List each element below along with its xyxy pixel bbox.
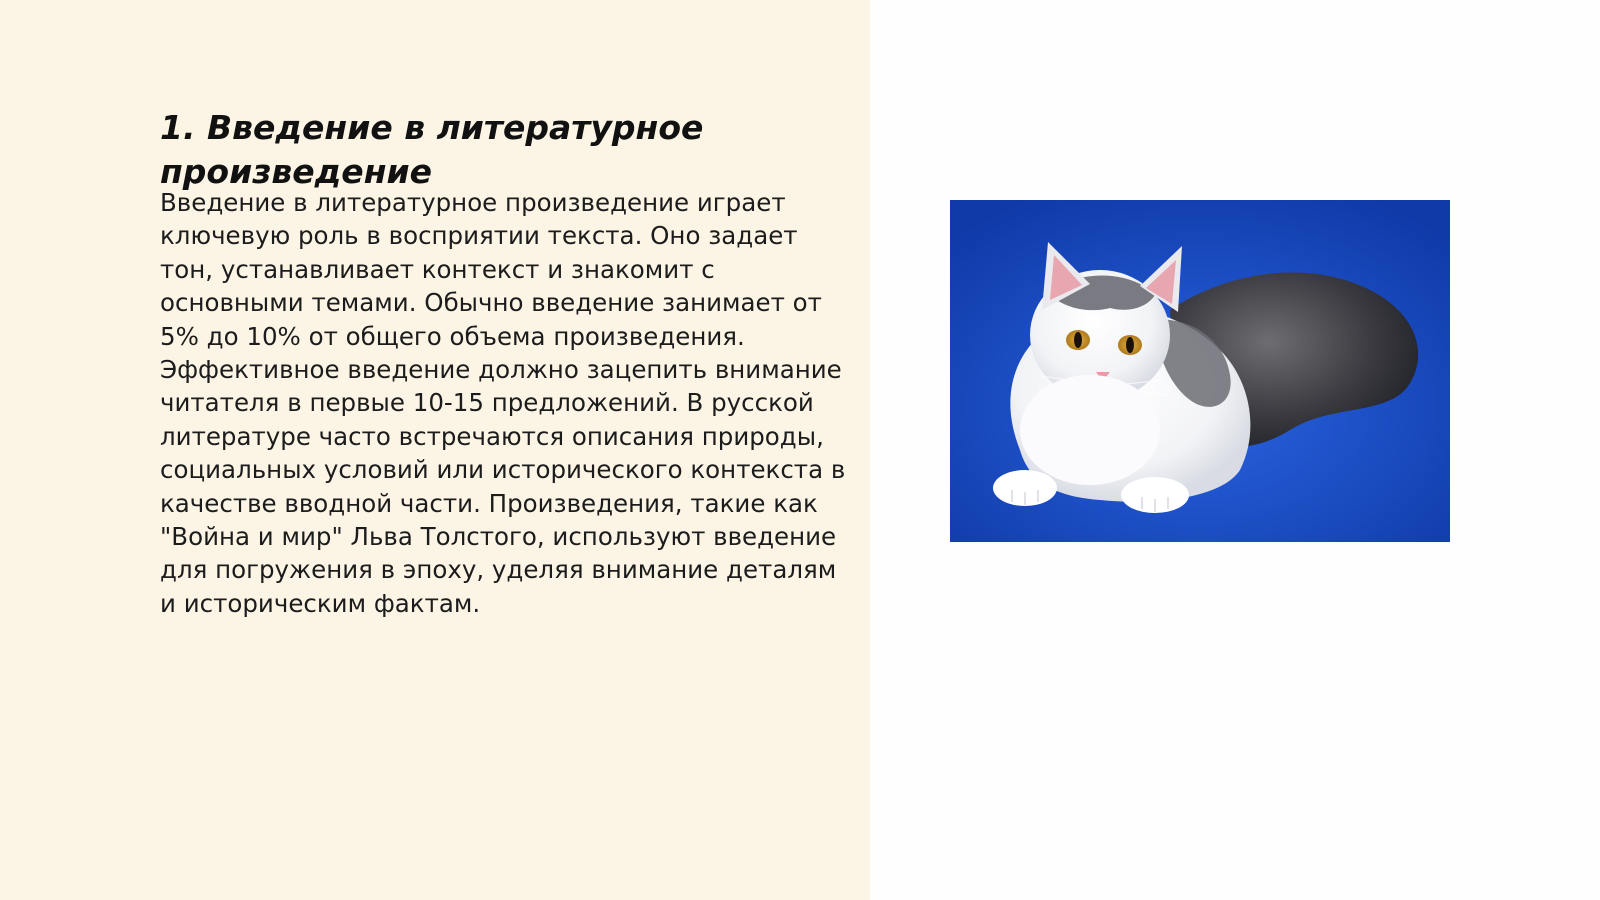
slide-body-text: Введение в литературное произведение играет ключевую роль в восприятии текста. Оно задает тон, устанавливает контекст и знакомит с основными темами. Обычно введение занимает от 5% до 10% от общего объема произведения. Эффективное введение должно зацепить внимание читателя в первые 10-15 предложений. В русской литературе часто встречаются описания природы, социальных условий или исторического контекста в качестве вводной части. Произведения, такие как "Война и мир" Льва Толстого, используют введение для погружения в эпоху, уделяя внимание деталям и историческим фактам.	[160, 188, 846, 618]
cat-illustration	[950, 200, 1450, 542]
cat-photo	[950, 200, 1450, 542]
slide-title: 1. Введение в литературное произведение	[160, 108, 704, 191]
